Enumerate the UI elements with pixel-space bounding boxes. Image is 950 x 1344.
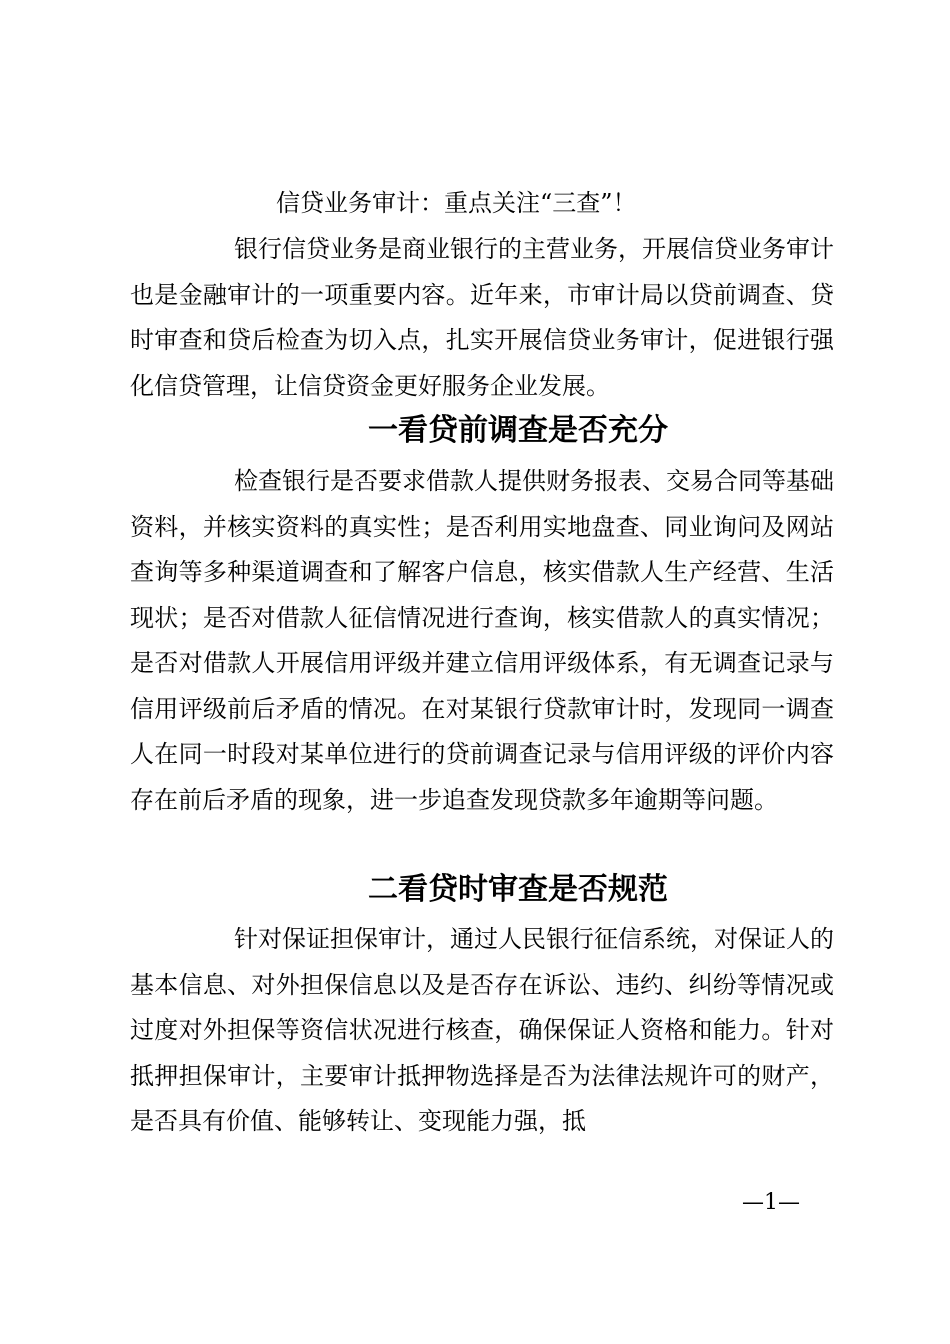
- page-number: —1—: [742, 1190, 800, 1215]
- document-title: 信贷业务审计：重点关注“三查”！: [276, 189, 637, 217]
- section-body-1: 检查银行是否要求借款人提供财务报表、交易合同等基础资料，并核实资料的真实性；是否利用实地盘查、同业询问及网站查询等多种渠道调查和了解客户信息，核实借款人生产经营、生活现状；是否对借款人征信情况进行查询，核实借款人的真实情况；是否对借款人开展信用评级并建立信用评级体系，有无调查记录与信用评级前后矛盾的情况。在对某银行贷款审计时，发现同一调查人在同一时段对某单位进行的贷前调查记录与信用评级的评价内容存在前后矛盾的现象，进一步追查发现贷款多年逾期等问题。: [130, 467, 834, 814]
- section-heading-1: 一看贷前调查是否充分: [368, 413, 668, 448]
- section-heading-2: 二看贷时审查是否规范: [368, 872, 668, 907]
- section-body-2: 针对保证担保审计，通过人民银行征信系统，对保证人的基本信息、对外担保信息以及是否存在诉讼、违约、纠纷等情况或过度对外担保等资信状况进行核查，确保保证人资格和能力。针对抵押担保审计，主要审计抵押物选择是否为法律法规许可的财产，是否具有价值、能够转让、变现能力强，抵: [130, 925, 834, 1135]
- intro-paragraph: 银行信贷业务是商业银行的主营业务，开展信贷业务审计也是金融审计的一项重要内容。近年来，市审计局以贷前调查、贷时审查和贷后检查为切入点，扎实开展信贷业务审计，促进银行强化信贷管理，让信贷资金更好服务企业发展。: [130, 235, 834, 400]
